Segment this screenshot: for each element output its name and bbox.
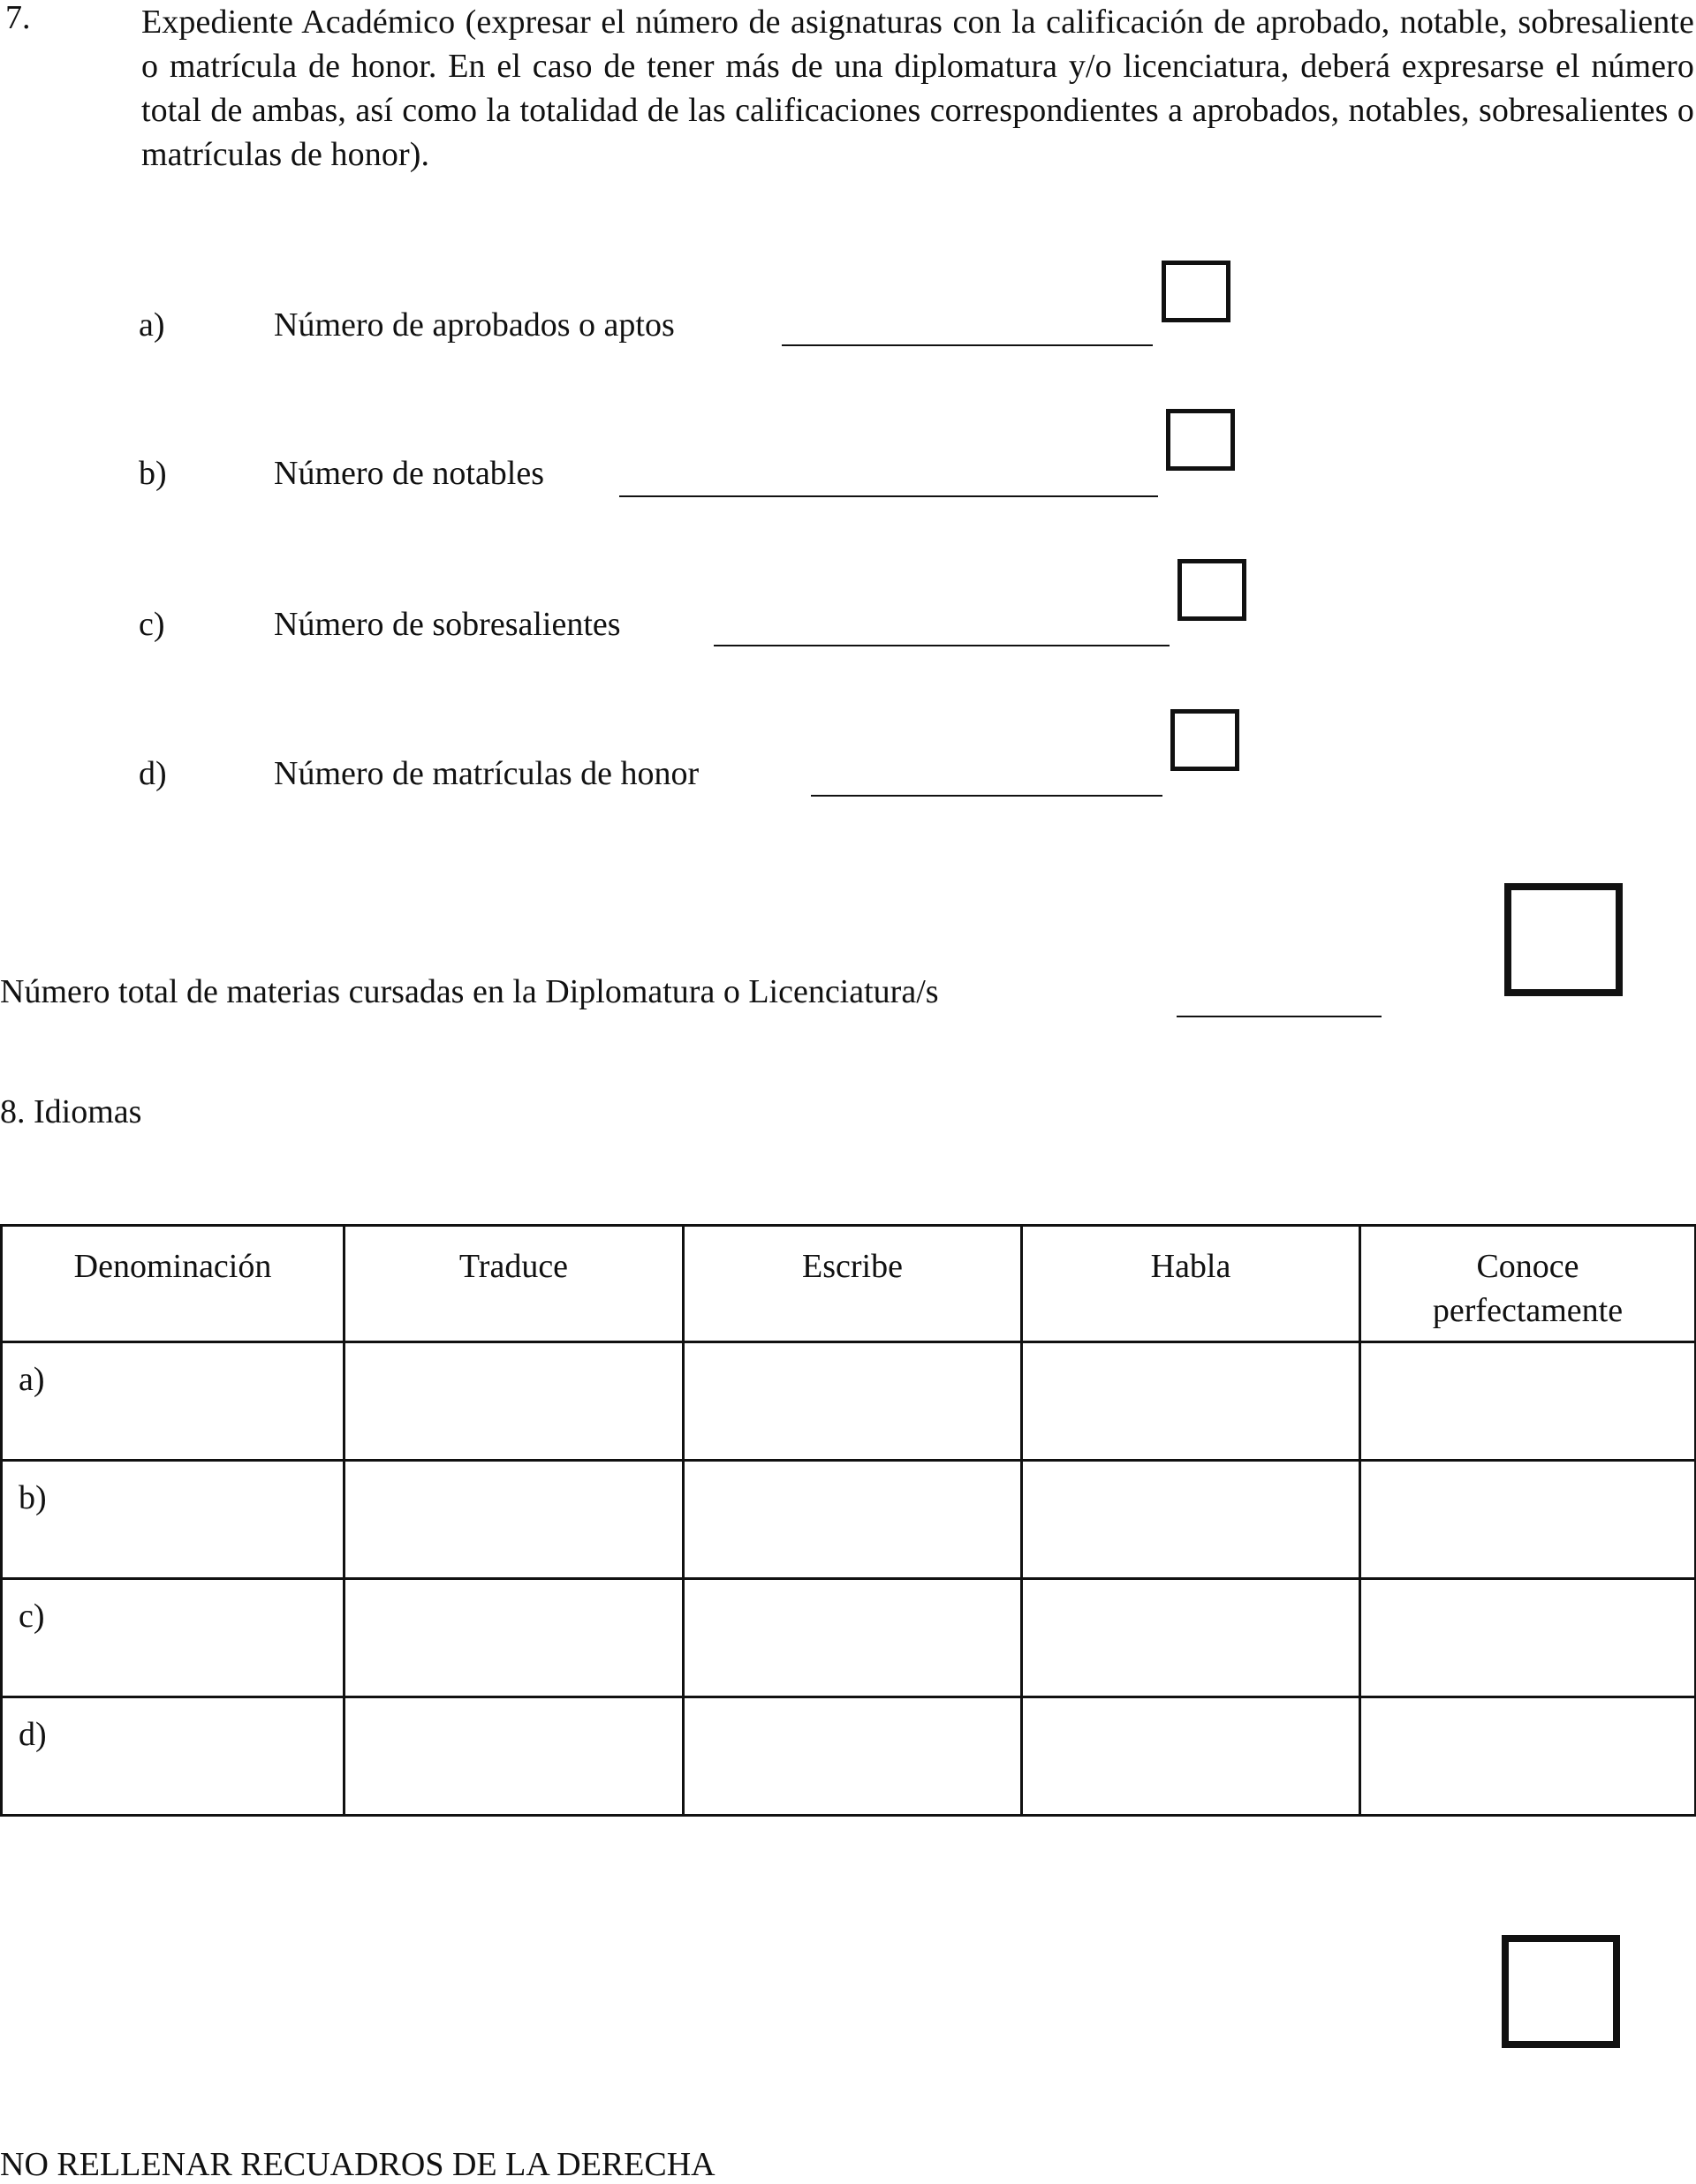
total-subjects-input-line[interactable] xyxy=(1177,1016,1382,1017)
item-d-label: Número de matrículas de honor xyxy=(274,755,700,792)
row-b-habla-cell[interactable] xyxy=(1022,1461,1360,1579)
row-c-escribe-cell[interactable] xyxy=(684,1579,1022,1697)
section-7-instructions: Expediente Académico (expresar el número de asignaturas con la calificación de aprobado, notable, sobresaliente o matrícula de honor. En el caso de tener más de una diplomatura y/o licenciatura, deberá expresarse el número total de ambas, así como la totalidad de las calificaciones correspondientes a aprobados, notables, sobresalientes o matrículas de honor). xyxy=(141,4,1694,173)
header-escribe: Escribe xyxy=(684,1226,1022,1342)
item-d-letter: d) xyxy=(139,755,167,792)
table-header-row xyxy=(2,1226,1696,1342)
item-a-label: Número de aprobados o aptos xyxy=(274,306,675,344)
item-a-input-line[interactable] xyxy=(782,344,1153,346)
item-c-input-line[interactable] xyxy=(714,645,1170,646)
row-a-label: a) xyxy=(2,1342,344,1461)
section-8-title: 8. Idiomas xyxy=(0,1093,142,1130)
item-b-label: Número de notables xyxy=(274,455,545,492)
row-d-conoce-cell[interactable] xyxy=(1360,1697,1696,1816)
languages-table xyxy=(0,1224,1696,1817)
row-d-traduce-cell[interactable] xyxy=(344,1697,684,1816)
item-c-label: Número de sobresalientes xyxy=(274,606,621,643)
header-conoce-perfectamente: Conoce perfectamente xyxy=(1360,1226,1696,1342)
total-subjects-box xyxy=(1504,883,1623,996)
item-b-input-line[interactable] xyxy=(619,495,1158,497)
row-a-traduce-cell[interactable] xyxy=(344,1342,684,1461)
table-row xyxy=(2,1579,1696,1697)
item-c-letter: c) xyxy=(139,606,165,643)
footer-note: NO RELLENAR RECUADROS DE LA DERECHA xyxy=(0,2146,716,2183)
row-d-escribe-cell[interactable] xyxy=(684,1697,1022,1816)
row-c-habla-cell[interactable] xyxy=(1022,1579,1360,1697)
row-c-conoce-cell[interactable] xyxy=(1360,1579,1696,1697)
header-denominacion: Denominación xyxy=(2,1226,344,1342)
row-c-traduce-cell[interactable] xyxy=(344,1579,684,1697)
item-c-checkbox xyxy=(1177,559,1246,621)
row-a-habla-cell[interactable] xyxy=(1022,1342,1360,1461)
item-d-input-line[interactable] xyxy=(811,795,1162,797)
table-row xyxy=(2,1697,1696,1816)
row-d-label: d) xyxy=(2,1697,344,1816)
row-c-label: c) xyxy=(2,1579,344,1697)
row-b-escribe-cell[interactable] xyxy=(684,1461,1022,1579)
item-b-letter: b) xyxy=(139,455,167,492)
item-d-checkbox xyxy=(1170,709,1239,771)
row-b-traduce-cell[interactable] xyxy=(344,1461,684,1579)
section-7-number: 7. xyxy=(5,0,31,36)
row-b-label: b) xyxy=(2,1461,344,1579)
header-traduce: Traduce xyxy=(344,1226,684,1342)
item-b-checkbox xyxy=(1166,409,1235,471)
row-d-habla-cell[interactable] xyxy=(1022,1697,1360,1816)
row-b-conoce-cell[interactable] xyxy=(1360,1461,1696,1579)
header-habla: Habla xyxy=(1022,1226,1360,1342)
row-a-escribe-cell[interactable] xyxy=(684,1342,1022,1461)
total-subjects-label: Número total de materias cursadas en la Diplomatura o Licenciatura/s xyxy=(0,973,939,1010)
row-a-conoce-cell[interactable] xyxy=(1360,1342,1696,1461)
office-use-box xyxy=(1502,1935,1620,2048)
table-row xyxy=(2,1342,1696,1461)
item-a-letter: a) xyxy=(139,306,165,344)
item-a-checkbox xyxy=(1162,261,1230,322)
table-row xyxy=(2,1461,1696,1579)
